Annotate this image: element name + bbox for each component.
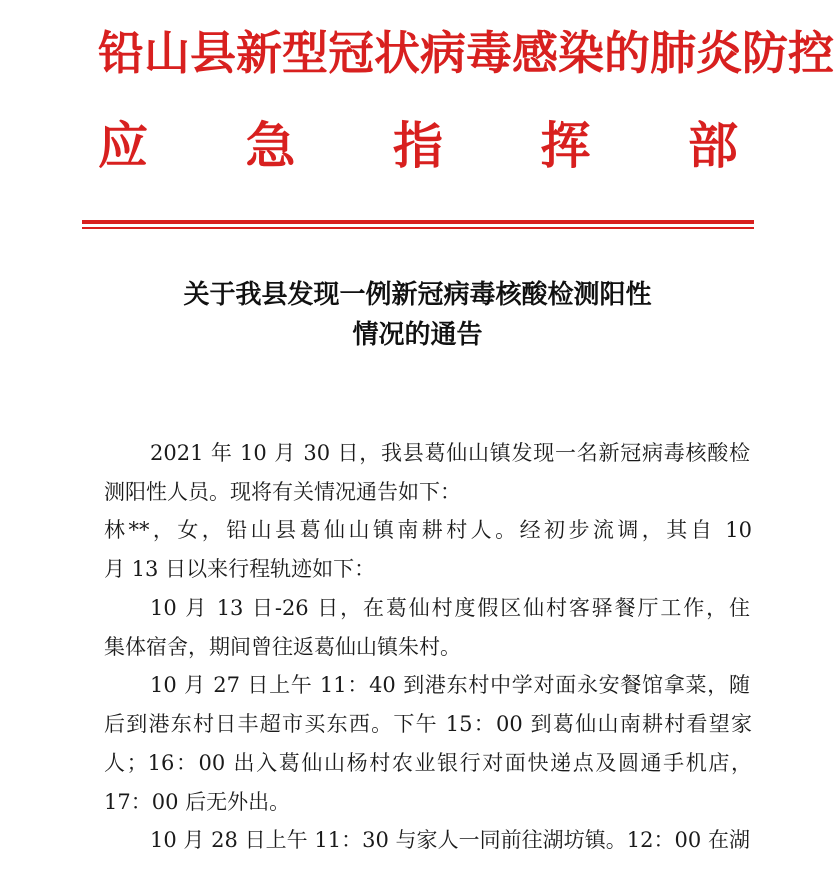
header-divider-thick [82,220,754,224]
notice-title-line-1: 关于我县发现一例新冠病毒核酸检测阳性 [183,280,652,310]
paragraph-1-line-1: 2021 年 10 月 30 日，我县葛仙山镇发现一名新冠病毒核酸检 [150,441,750,465]
paragraph-4-line-1: 10 月 27 日上午 11：40 到港东村中学对面永安餐馆拿菜，随 [150,673,750,697]
header-agency-name: 铅山县新型冠状病毒感染的肺炎防控 [98,26,834,80]
notice-title-line-2: 情况的通告 [352,320,483,350]
paragraph-1-line-2: 测阳性人员。现将有关情况通告如下： [104,480,461,504]
header-char: 指 [393,116,443,175]
paragraph-4-line-2: 后到港东村日丰超市买东西。下午 15：00 到葛仙山南耕村看望家 [104,712,752,736]
header-char: 挥 [540,116,591,175]
paragraph-4-line-4: 17：00 后无外出。 [104,790,291,814]
paragraph-2-line-2: 月 13 日以来行程轨迹如下： [104,557,376,581]
header-char: 应 [98,116,148,175]
paragraph-4-line-3: 人；16：00 出入葛仙山杨村农业银行对面快递点及圆通手机店， [104,751,752,775]
header-char: 部 [688,116,738,175]
header-char: 急 [245,116,296,175]
paragraph-5-line-1: 10 月 28 日上午 11：30 与家人一同前往湖坊镇。12：00 在湖 [150,828,750,852]
paragraph-3-line-2: 集体宿舍，期间曾往返葛仙山镇朱村。 [104,635,461,659]
paragraph-3-line-1: 10 月 13 日-26 日，在葛仙村度假区仙村客驿餐厅工作，住 [150,596,750,620]
header-agency-suffix [98,108,738,184]
paragraph-2-line-1: 林**，女，铅山县葛仙山镇南耕村人。经初步流调，其自 10 [104,518,752,542]
header-divider-thin [82,227,754,229]
